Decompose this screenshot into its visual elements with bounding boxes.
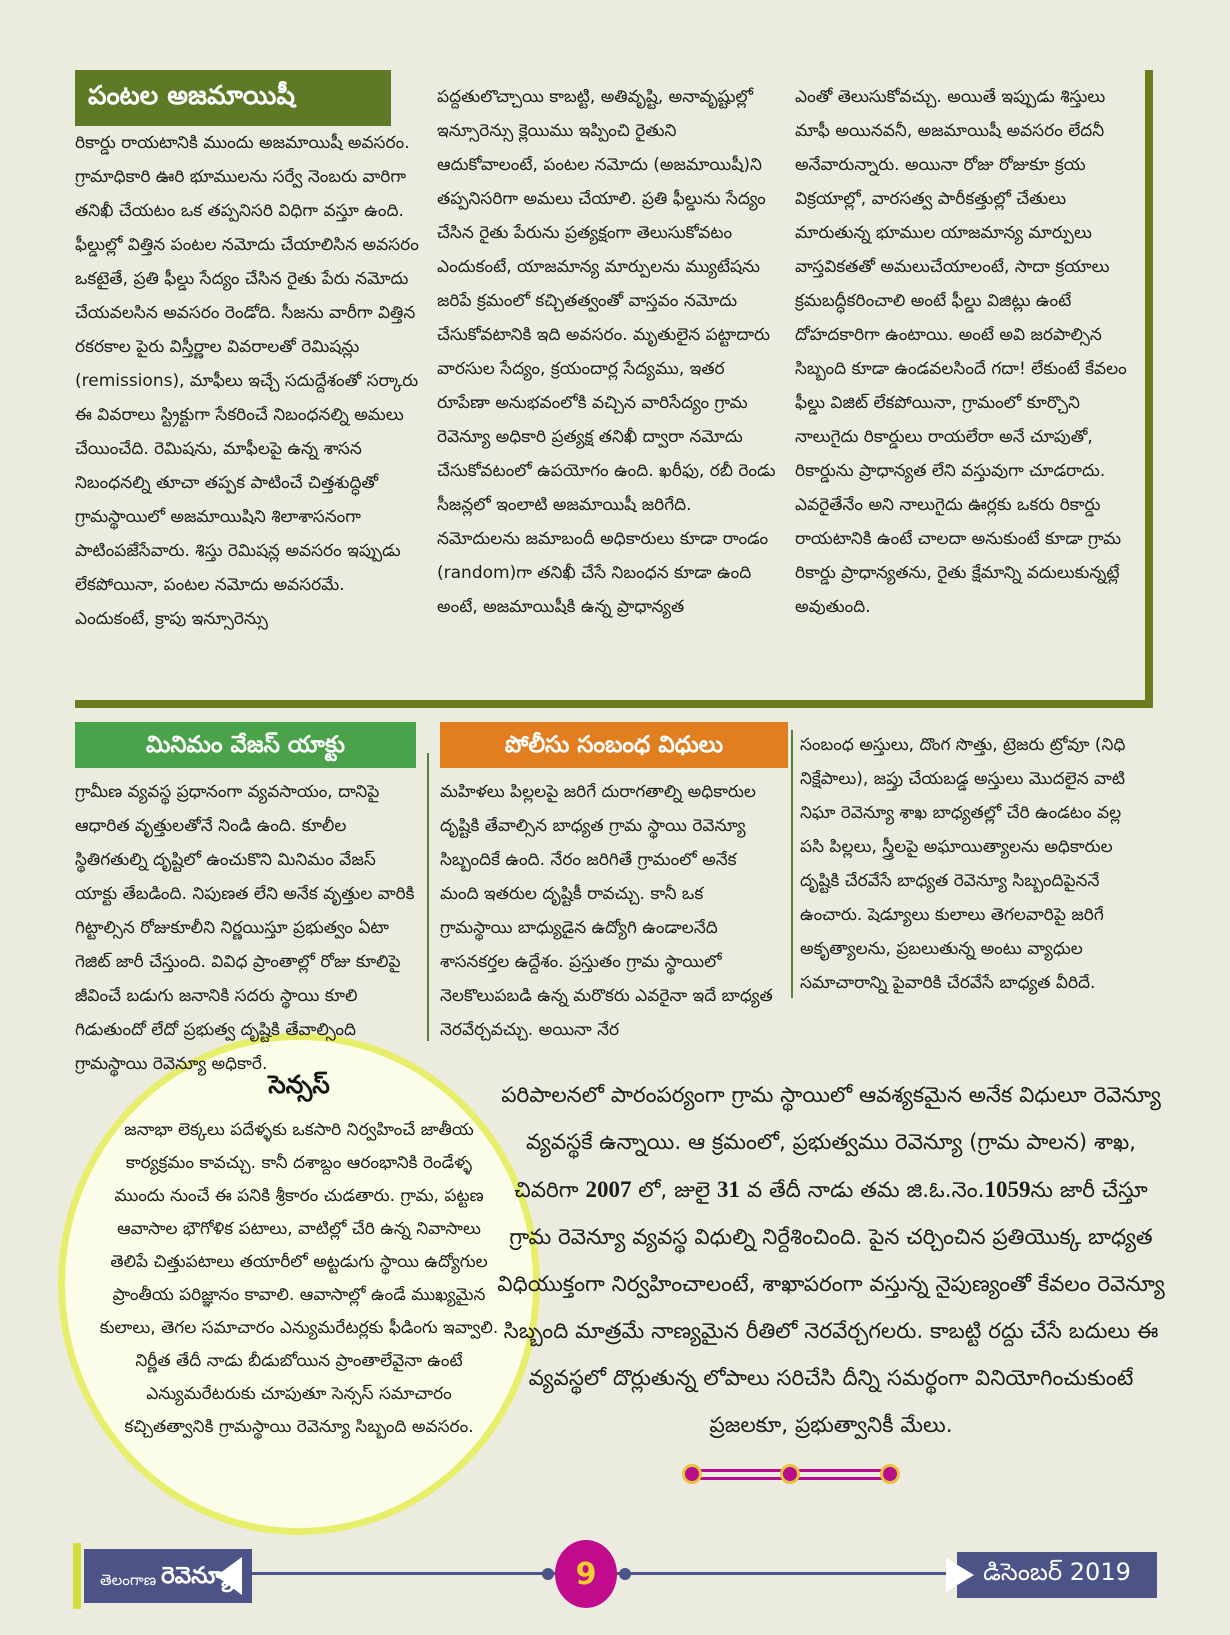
footer-dot-right: [619, 1568, 631, 1580]
brand-prefix: తెలంగాణ: [100, 1571, 157, 1589]
ornament-dot-middle: [780, 1464, 800, 1484]
wages-title-bar: మినిమం వేజస్ యాక్టు: [75, 722, 416, 768]
footer-dot-left: [542, 1568, 554, 1580]
closing-text-3: వ తేదీ నాడు తమ జి.ఓ.నెం.: [739, 1178, 985, 1203]
arrow-right-icon: [946, 1558, 974, 1592]
census-title: సెన్సస్: [268, 1070, 330, 1099]
closing-text-1: పరిపాలనలో పారంపర్యంగా గ్రామ స్థాయిలో ఆవశ్యకమైన అనేక విధులూ రెవెన్యూ వ్యవస్థకే ఉన్నాయి. ఆ క్రమంలో, ప్రభుత్వము రెవెన్యూ (గ్రామ పాలన) శాఖ, చివరిగా: [501, 1083, 1161, 1203]
article-title-bar: పంటల అజమాయిషీ: [75, 70, 391, 126]
arrow-left-icon: [216, 1557, 242, 1595]
closing-paragraph: [497, 1072, 1165, 1444]
article-column-3: ఎంతో తెలుసుకోవచ్చు. అయితే ఇప్పుడు శిస్తులు మాఫీ అయినవనీ, అజమాయిషీ అవసరం లేదనీ అనేవారున్నారు. అయినా రోజు రోజుకూ క్రయ విక్రయాల్లో, వారసత్వ పారీకత్తుల్లో చేతులు మారుతున్న భూముల యాజమాన్య మార్పులు వాస్తవికతతో అమలుచేయాలంటే, సాదా క్రయాలు క్రమబద్ధీకరించాలి అంటే ఫీల్డు విజిట్లు ఉంటే దోహదకారిగా ఉంటాయి. అంటే అవి జరపాల్సిన సిబ్బంది కూడా ఉండవలసిందే గదా! లేకుంటే కేవలం ఫీల్డు విజిట్ లేకపోయినా, గ్రామంలో కూర్చొని నాలుగైదు రికార్డులు రాయలేరా అనే చూపుతో, రికార్డును ప్రాధాన్యత లేని వస్తువుగా చూడరాదు. ఎవరైతేనేం అని నాలుగైదు ఊర్లకు ఒకరు రికార్డు రాయటానికి ఉంటే చాలదా అనుకుంటే కూడా గ్రామ రికార్డు ప్రాధాన్యతను, రైతు క్షేమాన్ని వదులుకున్నట్లే అవుతుంది.: [795, 87, 1127, 617]
closing-year: 2007: [585, 1177, 632, 1202]
police-column-2: సంబంధ అస్తులు, దొంగ సొత్తు, ట్రెజరు ట్రోవూ (నిధి నిక్షేపాలు), జప్తు చేయబడ్డ అస్తులు మొదలైన వాటి నిఘా రెవెన్యూ శాఖ బాధ్యతల్లో చేరి ఉండటం వల్ల పసి పిల్లలు, స్త్రీలపై అఘాయిత్యాలను అధికారుల దృష్టికి చేరవేసే బాధ్యత రెవెన్యూ సిబ్బందిపైననే ఉంచారు. షెడ్యూలు కులాలు తెగలవారిపై జరిగే అకృత్యాలను, ప్రబలుతున్న అంటు వ్యాధుల సమాచారాన్ని పైవారికి చేరవేసే బాధ్యత వీరిదే.: [800, 735, 1126, 993]
wages-column: గ్రామీణ వ్యవస్థ ప్రధానంగా వ్యవసాయం, దానిపై ఆధారిత వృత్తులతోనే నిండి ఉంది. కూలీల స్థితిగతుల్ని దృష్టిలో ఉంచుకొని మినిమం వేజస్ యాక్టు తేబడింది. నిపుణత లేని అనేక వృత్తుల వారికి గిట్టాల్సిన రోజుకూలీని నిర్ణయిస్తూ ప్రభుత్వం ఏటా గెజిట్ జారీ చేస్తుంది. వివిధ ప్రాంతాల్లో రోజు కూలిపై జీవించే బడుగు జనానికి సదరు స్థాయి కూలి గిడుతుందో లేదో ప్రభుత్వ దృష్టికి తేవాల్సింది గ్రామస్థాయి రెవెన్యూ అధికారే.: [75, 782, 415, 1074]
ornament-dot-right: [880, 1464, 900, 1484]
census-circle: [58, 1033, 540, 1535]
police-title-bar: పోలీసు సంబంధ విధులు: [440, 722, 788, 768]
census-body: జనాభా లెక్కలు పదేళ్ళకు ఒకసారి నిర్వహించే జాతీయ కార్యక్రమం కావచ్చు. కానీ దశాబ్దం ఆరంభానికి రెండేళ్ళ ముందు నుంచే ఈ పనికి శ్రీకారం చుడతారు. గ్రామ, పట్టణ ఆవాసాల భౌగోళిక పటాలు, వాటిల్లో చేరి ఉన్న నివాసాలు తెలిపే చిత్తుపటాలు తయారీలో అట్టడుగు స్థాయి ఉద్యోగుల ప్రాంతీయ పరిజ్ఞానం కావాలి. ఆవాసాల్లో ఉండే ముఖ్యమైన కులాలు, తెగల సమాచారం ఎన్యుమరేటర్లకు ఫీడింగు ఇవ్వాలి. నిర్ణీత తేదీ నాడు బీడుబోయిన ప్రాంతాలేవైనా ఉంటే ఎన్యుమరేటరుకు చూపుతూ సెన్సస్ సమాచారం కచ్చితత్వానికి గ్రామస్థాయి రెవెన్యూ సిబ్బంది అవసరం.: [99, 1120, 499, 1437]
closing-go-number: 1059: [984, 1177, 1031, 1202]
column-divider-2: [791, 730, 793, 998]
page-number-badge: 9: [555, 1540, 617, 1608]
closing-text-2: లో, జులై: [631, 1178, 717, 1203]
closing-day: 31: [716, 1177, 740, 1202]
column-divider-1: [427, 753, 429, 1041]
police-column-1: మహిళలు పిల్లలపై జరిగే దురాగతాల్ని అధికారుల దృష్టికి తేవాల్సిన బాధ్యత గ్రామ స్థాయి రెవెన్యూ సిబ్బందికే ఉంది. నేరం జరిగితే గ్రామంలో అనేక మంది ఇతరుల దృష్టికీ రావచ్చు. కానీ ఒక గ్రామస్థాయి బాధ్యుడైన ఉద్యోగి ఉండాలనేది శాసనకర్తల ఉద్దేశం. ప్రస్తుతం గ్రామ స్థాయిలో నెలకొలుపబడి ఉన్న మరొకరు ఎవరైనా ఇదే బాధ్యత నెరవేర్చవచ్చు. అయినా నేర: [440, 782, 773, 1040]
article-column-2: పద్దతులొచ్చాయి కాబట్టి, అతివృష్టి, అనావృష్టుల్లో ఇన్సూరెన్సు క్లెయిము ఇప్పించి రైతుని ఆదుకోవాలంటే, పంటల నమోదు (అజమాయిషీ)ని తప్పనిసరిగా అమలు చేయాలి. ప్రతి ఫీల్డును సేద్యం చేసిన రైతు పేరును ప్రత్యక్షంగా తెలుసుకోవటం ఎందుకంటే, యాజమాన్య మార్పులను మ్యుటేషను జరిపే క్రమంలో కచ్చితత్వంతో వాస్తవం నమోదు చేసుకోవటానికి ఇది అవసరం. మృతులైన పట్టాదారు వారసుల సేద్యం, క్రయందార్ల సేద్యము, ఇతర రూపేణా అనుభవంలోకి వచ్చిన వారిసేద్యం గ్రామ రెవెన్యూ అధికారి ప్రత్యక్ష తనిఖీ ద్వారా నమోదు చేసుకోవటంలో ఉపయోగం ఉంది. ఖరీఫు, రబీ రెండు సీజన్లలో ఇంలాటి అజమాయిషీ జరిగేది. నమోదులను జమాబందీ అధికారులు కూడా రాండం (random)గా తనిఖీ చేసే నిబంధన కూడా ఉంది అంటే, అజమాయిషీకి ఉన్న ప్రాధాన్యత: [437, 87, 776, 617]
frame-right-bar: [1145, 70, 1153, 708]
article-column-1: రికార్డు రాయటానికి ముందు అజమాయిషీ అవసరం. గ్రామాధికారి ఊరి భూములను సర్వే నెంబరు వారిగా తనిఖీ చేయటం ఒక తప్పనిసరి విధిగా వస్తూ ఉంది. ఫీల్డుల్లో విత్తిన పంటల నమోదు చేయాలిసిన అవసరం ఒకటైతే, ప్రతి ఫీల్డు సేద్యం చేసిన రైతు పేరు నమోదు చేయవలసిన అవసరం రెండోది. సీజను వారీగా విత్తిన రకరకాల పైరు విస్తీర్ణాల వివరాలతో రెమిషన్లు (remissions), మాఫీలు ఇచ్చే సదుద్దేశంతో సర్కారు ఈ వివరాలు స్ట్రిక్టుగా సేకరించే నిబంధనల్ని అమలు చేయించేది. రెమిషను, మాఫీలపై ఉన్న శాసన నిబంధనల్ని తూచా తప్పక పాటించే చిత్తశుద్ధితో గ్రామస్థాయిలో అజమాయిషిని శిలాశాసనంగా పాటింపజేసేవారు. శిస్తు రెమిషన్ల అవసరం ఇప్పుడు లేకపోయినా, పంటల నమోదు అవసరమే. ఎందుకంటే, క్రాపు ఇన్సూరెన్సు: [75, 133, 419, 629]
frame-bottom-bar: [75, 700, 1153, 708]
ornament-dot-left: [682, 1464, 702, 1484]
footer-accent-stripe: [73, 1543, 81, 1609]
closing-text-4: ను జారీ చేస్తూ గ్రామ రెవెన్యూ వ్యవస్థ విధుల్ని నిర్దేశించింది. పైన చర్చించిన ప్రతియొక్క బాధ్యత విధియుక్తంగా నిర్వహించాలంటే, శాఖాపరంగా వస్తున్న నైపుణ్యంతో కేవలం రెవెన్యూ సిబ్బంది మాత్రమే నాణ్యమైన రీతిలో నెరవేర్చగలరు. కాబట్టి రద్దు చేసే బదులు ఈ వ్యవస్థలో దొర్లుతున్న లోపాలు సరిచేసి దీన్ని సమర్థంగా వినియోగించుకుంటే ప్రజలకూ, ప్రభుత్వానికీ మేలు.: [497, 1178, 1165, 1438]
issue-date-box: డిసెంబర్ 2019: [957, 1552, 1157, 1598]
brand-name: రెవెన్యూ: [161, 1563, 234, 1589]
